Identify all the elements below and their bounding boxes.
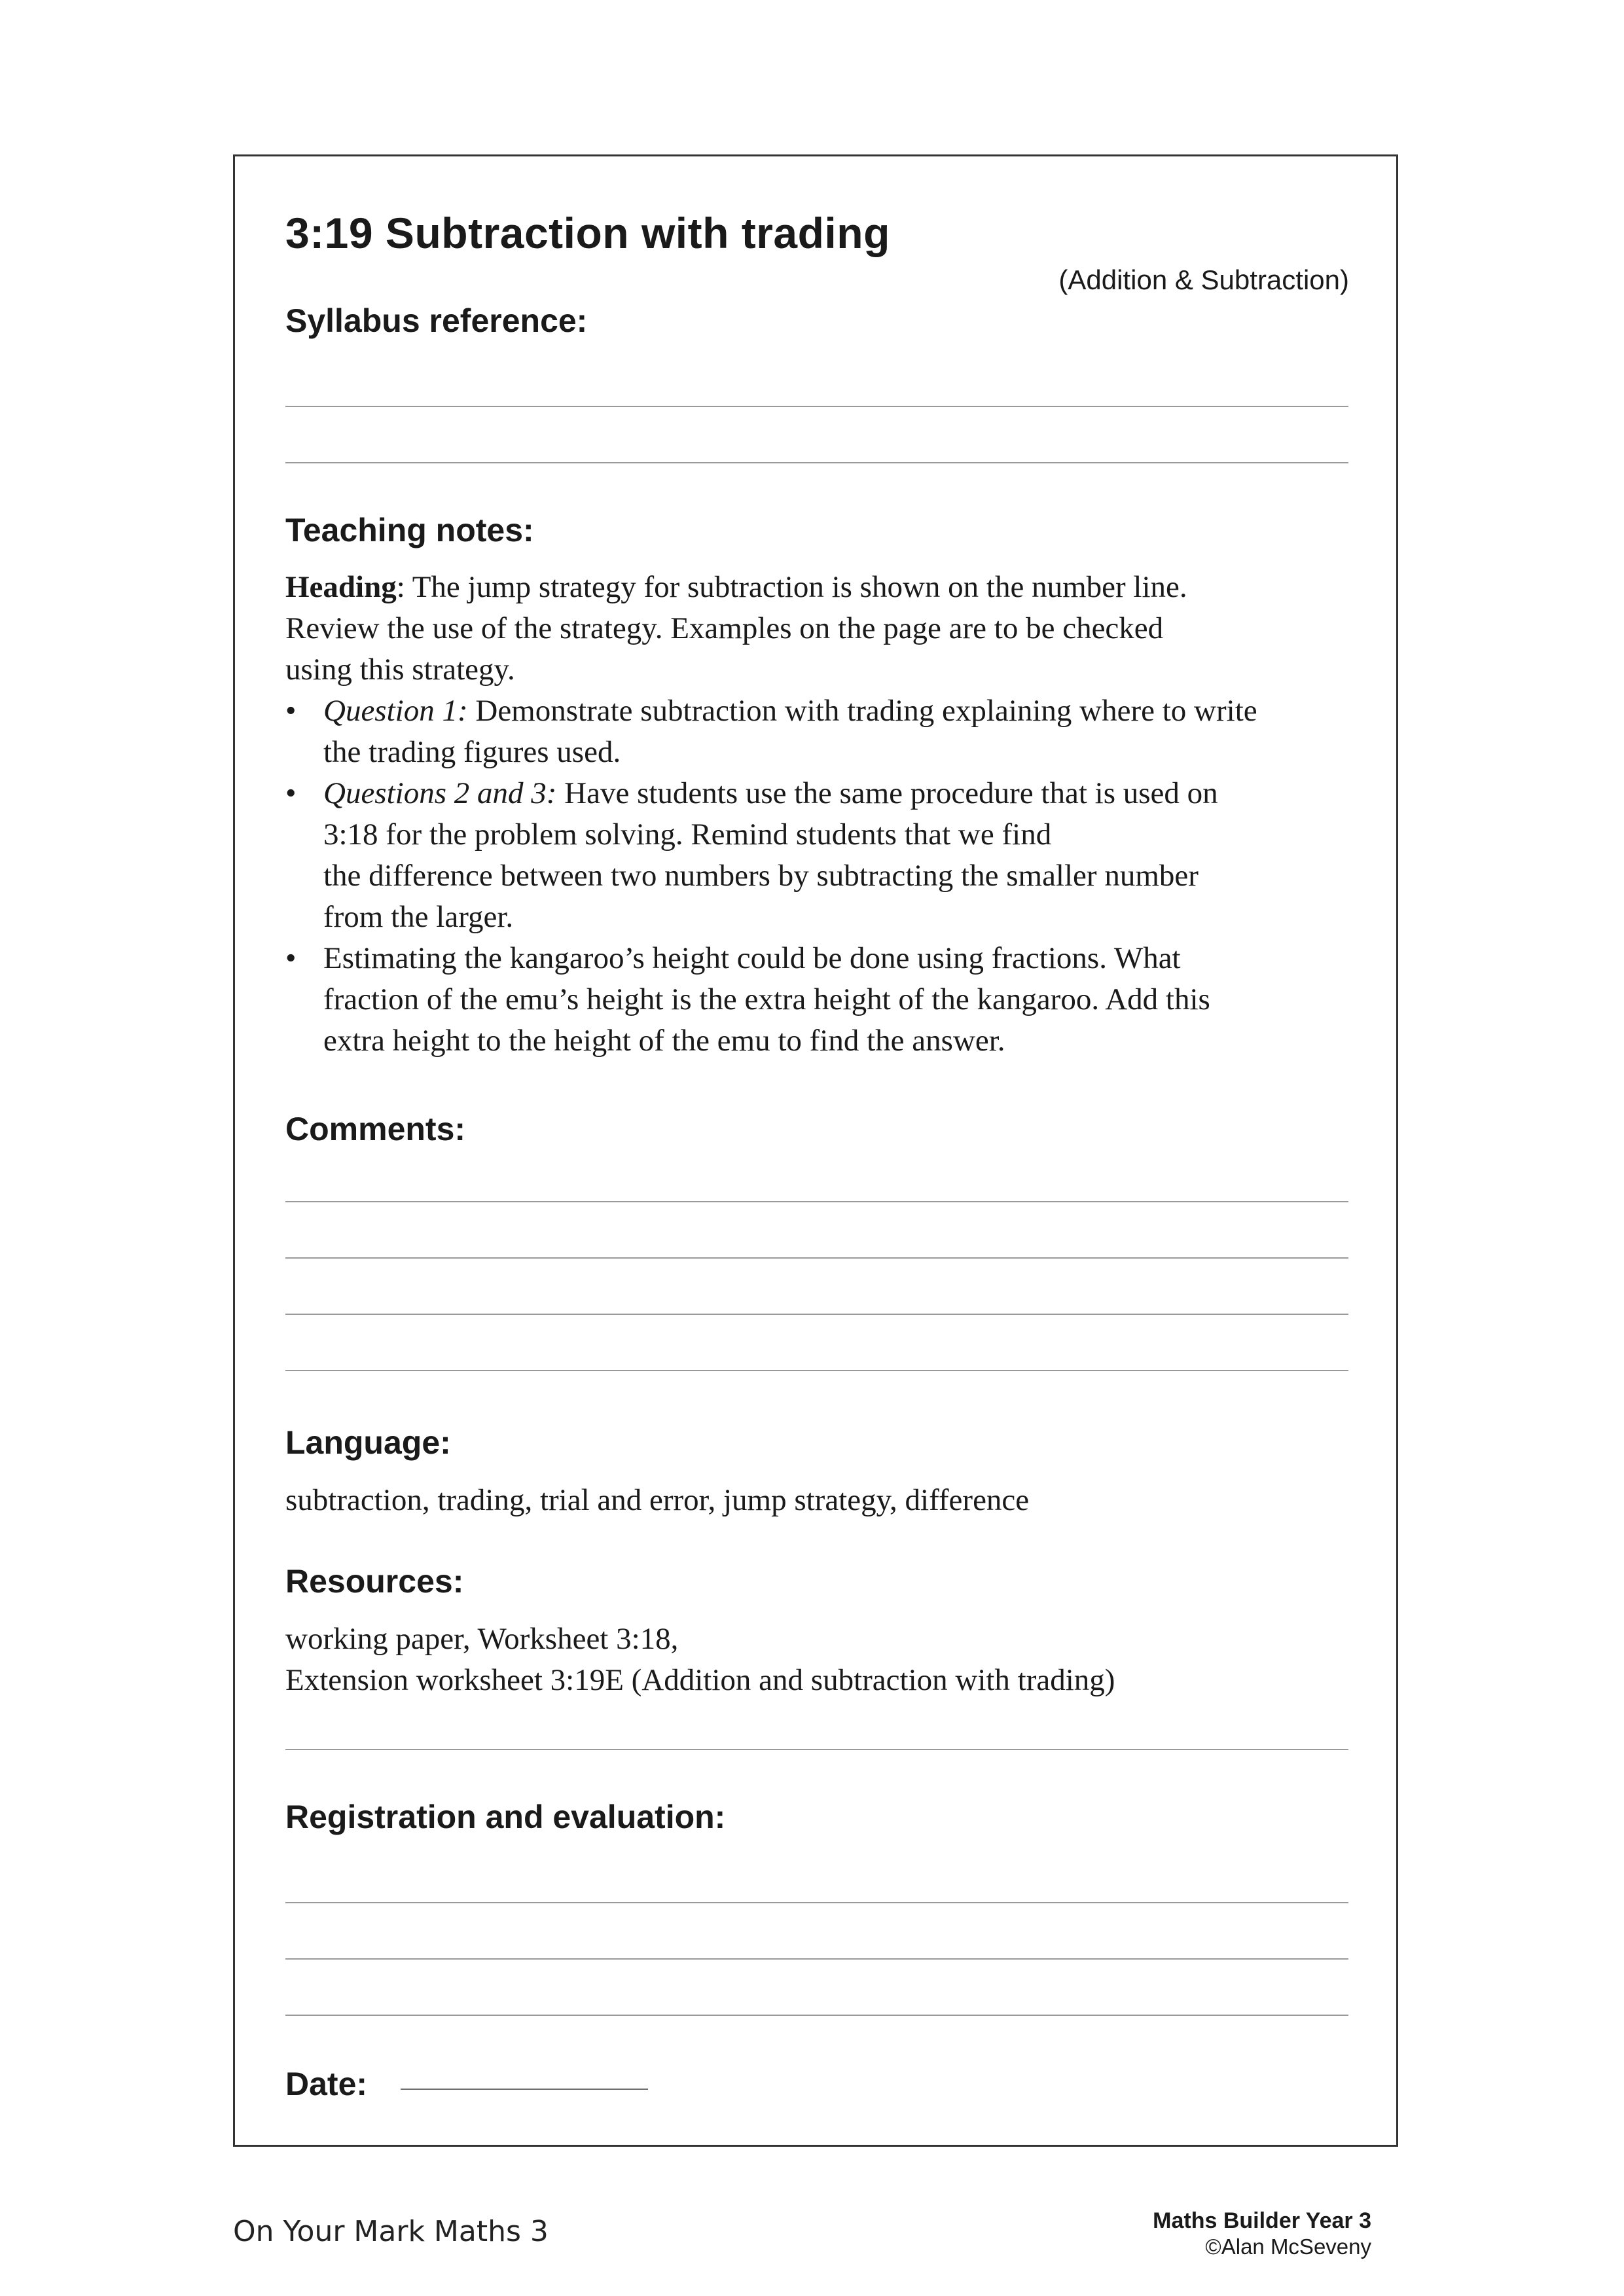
footer-copyright: ©Alan McSeveny xyxy=(1205,2234,1371,2259)
bullet-icon: • xyxy=(285,941,297,975)
list-item xyxy=(285,691,1359,773)
bullet-line: 3:18 for the problem solving. Remind students that we find xyxy=(323,817,1052,852)
strand-label: (Addition & Subtraction) xyxy=(1058,264,1349,295)
bullet-line: the trading figures used. xyxy=(323,735,621,769)
teaching-notes-bullets xyxy=(285,691,1359,1062)
date-heading: Date: xyxy=(285,2066,368,2102)
resources-line-1: working paper, Worksheet 3:18, xyxy=(285,1622,679,1656)
list-item xyxy=(285,938,1359,1062)
comments-line-3 xyxy=(285,1314,1348,1315)
intro-bold-label: Heading xyxy=(285,570,397,604)
comments-line-2 xyxy=(285,1257,1348,1259)
teaching-notes-body xyxy=(285,567,1359,1062)
syllabus-heading: Syllabus reference: xyxy=(285,302,588,339)
resources-heading: Resources: xyxy=(285,1563,464,1600)
syllabus-line-2 xyxy=(285,462,1348,463)
language-heading: Language: xyxy=(285,1424,451,1461)
page-frame xyxy=(233,154,1398,2147)
page-title: 3:19 Subtraction with trading xyxy=(285,209,890,257)
date-line xyxy=(401,2089,648,2090)
registration-line-1 xyxy=(285,1902,1348,1903)
bullet-icon: • xyxy=(285,776,297,810)
registration-heading: Registration and evaluation: xyxy=(285,1799,726,1835)
list-item xyxy=(285,773,1359,938)
footer-book-title: Maths Builder Year 3 xyxy=(1153,2208,1371,2233)
teaching-notes-intro xyxy=(285,567,1359,608)
intro-line-3: using this strategy. xyxy=(285,653,515,687)
bullet-line: Have students use the same procedure that is used on xyxy=(556,776,1218,810)
registration-line-2 xyxy=(285,1958,1348,1960)
bullet-line: Estimating the kangaroo’s height could be done using fractions. What xyxy=(323,941,1181,975)
comments-line-4 xyxy=(285,1370,1348,1371)
resources-text xyxy=(285,1619,1359,1701)
registration-line-3 xyxy=(285,2015,1348,2016)
resources-line-2: Extension worksheet 3:19E (Addition and subtraction with trading) xyxy=(285,1663,1115,1697)
intro-line-2: Review the use of the strategy. Examples on the page are to be checked xyxy=(285,611,1164,645)
bullet-line: fraction of the emu’s height is the extra height of the kangaroo. Add this xyxy=(323,982,1210,1016)
comments-heading: Comments: xyxy=(285,1111,466,1147)
comments-line-1 xyxy=(285,1201,1348,1202)
bullet-line: from the larger. xyxy=(323,900,514,934)
bullet-line: the difference between two numbers by subtracting the smaller number xyxy=(323,859,1199,893)
intro-line-1: : The jump strategy for subtraction is shown on the number line. xyxy=(396,570,1187,604)
resources-divider xyxy=(285,1749,1348,1750)
bullet-line: Demonstrate subtraction with trading explaining where to write xyxy=(467,694,1257,728)
language-text: subtraction, trading, trial and error, jump strategy, difference xyxy=(285,1483,1030,1517)
bullet-italic-label: Question 1: xyxy=(323,694,468,728)
bullet-italic-label: Questions 2 and 3: xyxy=(323,776,557,810)
footer-series: On Your Mark Maths 3 xyxy=(233,2215,549,2248)
syllabus-line-1 xyxy=(285,406,1348,407)
teaching-notes-heading: Teaching notes: xyxy=(285,512,534,548)
bullet-line: extra height to the height of the emu to find the answer. xyxy=(323,1024,1005,1058)
bullet-icon: • xyxy=(285,694,297,728)
